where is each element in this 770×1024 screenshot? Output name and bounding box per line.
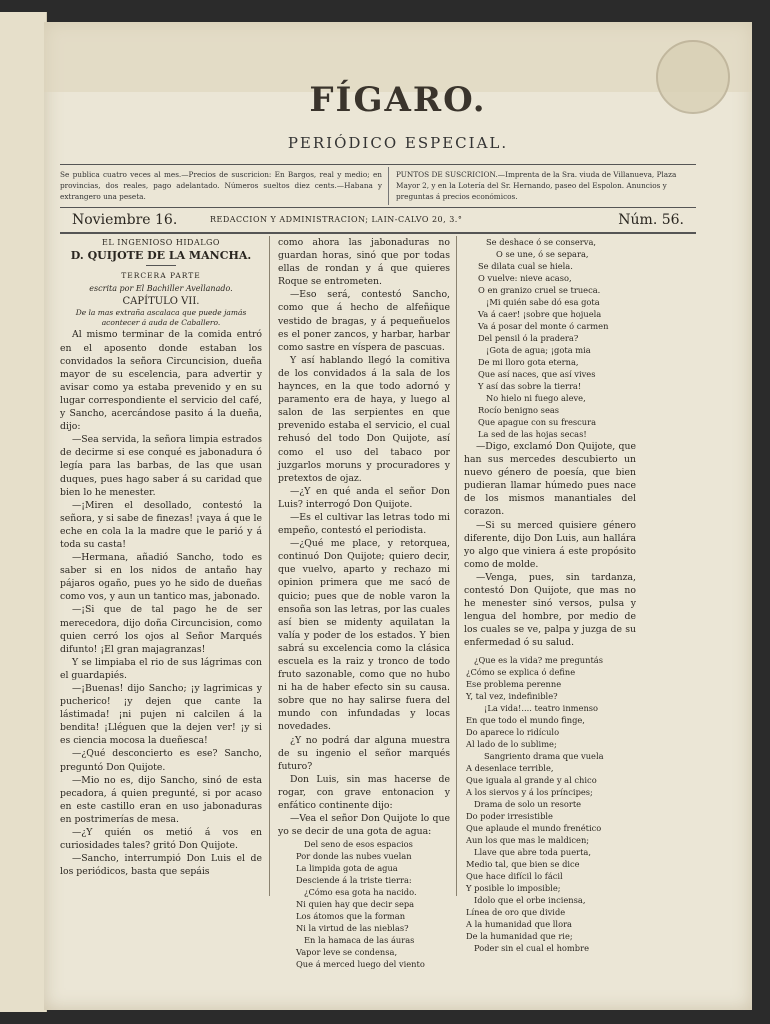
verse-line: Llave que abre toda puerta, [474,846,591,857]
paragraph: —Digo, exclamó Don Quijote, que han sus mercedes descubierto un nuevo género de poesía, que bien pudieran llamar húmedo pues nace de los mismos manantiales del corazon. [464,441,636,518]
paragraph: —Mio no es, dijo Sancho, sinó de esta pecadora, á quien pregunté, si por acaso en este castillo eran en uso jabonaduras en postrimerías de mesa. [60,774,262,825]
verse-line: O vuelve: nieve acaso, [478,273,572,283]
paragraph: —¿Y en qué anda el señor Don Luis? interrogó Don Quijote. [278,485,450,510]
verse-line: Rocío benigno seas [478,405,560,415]
story-title: D. QUIJOTE DE LA MANCHA. [70,249,252,263]
paragraph: —Si su merced quisiere género diferente, dijo Don Luis, aun hallára yo algo que viniera á este propósito como de molde. [464,519,636,570]
newspaper-page [44,22,752,1010]
verse-line: Ese problema perenne [466,678,562,689]
dateline [60,210,696,234]
poem-gota-continued [464,236,636,440]
verse-line: Aun los que mas le maldicen; [466,834,590,845]
poem-gota-de-agua [278,838,450,970]
verse-line: Idolo que el orbe inciensa, [474,894,586,905]
verse-line: ¡Gota de agua; ¡gota mia [486,345,591,355]
verse-line: La limpida gota de agua [296,863,398,874]
verse-line: Vapor leve se condensa, [296,947,398,958]
issue-date: Noviembre 16. [72,212,178,228]
editorial-address: REDACCION Y ADMINISTRACION; LAIN-CALVO 20, 3.° [210,215,463,224]
paragraph: —Es el cultivar las letras todo mi empeño, contestó el periodista. [278,511,450,537]
paragraph: Y se limpiaba el rio de sus lágrimas con el guardapiés. [60,656,262,681]
verse-line: Do poder irresistible [466,810,553,821]
verse-line: Que apague con su frescura [478,417,597,427]
verse-line: Que hace difícil lo fácil [466,870,563,881]
verse-line: Los átomos que la forman [296,911,406,922]
verse-line: Ni la virtud de las nieblas? [296,923,409,934]
verse-line: Ni quien hay que decir sepa [296,899,415,910]
subscription-prices: Se publica cuatro veces al mes.—Precios de suscricion: En Bargos, real y medio; en provincias, dos reales, pago adelantado. Números sueltos diez cents.—Habana y extrangero una peseta. [60,170,382,201]
issue-number: Núm. 56. [618,212,684,228]
chapter-heading: CAPÍTULO VII. [122,296,200,308]
verse-line: La sed de las hojas secas! [478,429,587,439]
paragraph: —Hermana, añadió Sancho, todo es saber si en los nidos de antaño hay pájaros ogaño, pues yo he sido de dueñas como vos, y aun un tantico mas, jabonado. [60,552,262,603]
verse-line: A desenlace terrible, [466,762,554,773]
verse-line: ¿Que es la vida? me preguntás [474,654,604,665]
verse-line: De la humanidad que rie; [466,930,573,941]
paragraph: —¿Y quién os metió á vos en curiosidades tales? gritó Don Quijote. [60,827,262,852]
subscription-info [60,164,696,208]
paragraph: —¿Qué desconcierto es ese? Sancho, preguntó Don Quijote. [60,748,262,773]
verse-line: Del seno de esos espacios [304,839,413,850]
verse-line: Do aparece lo ridículo [466,726,560,737]
verse-line: Drama de solo un resorte [474,798,582,809]
verse-line: Se deshace ó se conserva, [486,237,597,247]
newspaper-title: FÍGARO. [309,80,487,120]
paragraph: —Eso será, contestó Sancho, como que á hecho de alfeñique vestido de bragas, y á pequeñuelos es el poner zancos, y harbar, harbar como sastre en víspera de pascuas. [278,289,450,353]
verse-line: ¡Mi quién sabe dó esa gota [486,297,600,307]
verse-line: ¿Cómo esa gota ha nacido. [304,887,417,898]
verse-line: Que iguala al grande y al chico [466,774,597,785]
verse-line: Por donde las nubes vuelan [296,851,412,862]
newspaper-subtitle: PERIÓDICO ESPECIAL. [287,134,509,152]
verse-line: Se dilata cual se hiela. [478,261,573,271]
story-byline: escrita por El Bachiller Avellanado. [89,284,233,294]
verse-line: Que así naces, que así vives [478,369,596,379]
paragraph: —¿Qué me place, y retorquea, continuó Don Quijote; quiero decir, que vuelvo, aparto y rechazo mi opinion primera que me sacó de quicio; pues que de noble varon la ensoña son las letras, por las cuales así bien se midenty aquilatan la valía y poder de los estados. Y bien sabrá su excelencia como la clásica escuela es la raiz y tronco de todo fruto sazonable, como que no hubo ni ha de haber efecto sin su causa. sobre que no hay salirse fuera del mundo con infundadas y locas novedades. [278,538,450,733]
verse-line: Al lado de lo sublime; [466,738,557,749]
verse-line: No hielo ni fuego aleve, [486,393,586,403]
verse-line: Y así das sobre la tierra! [478,381,582,391]
paragraph: —¡Miren el desollado, contestó la señora, y si sabe de finezas! ¡vaya á que le eche en cola la la madre que le parió y á toda su casta! [60,499,262,550]
verse-line: En la hamaca de las áuras [304,935,415,946]
paragraph: como ahora las jabonaduras no guardan horas, sinó que por todas ellas de rondan y á que quieres Roque se entrometen. [278,237,450,288]
verse-line: Que aplaude el mundo frenético [466,822,602,833]
paragraph: —Vea el señor Don Quijote lo que yo se decir de una gota de agua: [278,813,450,838]
verse-line: Va á posar del monte ó carmen [478,321,609,331]
poem-la-vida [464,654,636,954]
previous-page-edge [0,12,47,1012]
column-rule [456,236,457,896]
paragraph: —Sea servida, la señora limpia estrados de decirme si ese conqué es jabonadura ó legía para las barbas, de las que usan duques, pues hago saber á su caridad que bien lo he menester. [60,434,262,498]
chapter-epigraph: De la mas extraña ascalaca que puede jamás acontecer á auda de Caballero. [75,308,247,328]
paragraph: ¿Y no podrá dar alguna muestra de su ingenio el señor marqués futuro? [278,734,450,772]
column-rule [269,236,270,896]
column-1 [60,236,262,906]
verse-line: Línea de oro que divide [466,906,566,917]
verse-line: ¿Cómo se explica ó define [466,666,576,677]
verse-line: Medio tal, que bien se dice [466,858,580,869]
verse-line: ¡La vida!.... teatro inmenso [484,702,599,713]
paragraph: —Sancho, interrumpió Don Luis el de los periódicos, basta que sepáis [60,853,262,878]
column-3 [464,236,636,953]
verse-line: O en granizo cruel se trueca. [478,285,601,295]
verse-line: En que todo el mundo finge, [466,714,585,725]
info-divider [388,167,389,205]
verse-line: O se une, ó se separa, [496,249,589,259]
column-2 [278,236,450,970]
verse-line: Va á caer! ¡sobre que hojuela [478,309,602,319]
paragraph: —Venga, pues, sin tardanza, contestó Don Quijote, que mas no he menester sinó versos, pulsa y lengua del hombre, por medio de los cuales se ve, palpa y juzga de su enfermedad ó su salud. [464,571,636,649]
paragraph: —¡Buenas! dijo Sancho; ¡y lagrimicas y pucherico! ¡y dejen que cante la lástimada! ¡ni pujen ni calcilen á la bendita! ¡Lléguen que la dejen ver! ¡y si es ciencia mocosa la dueñesca! [60,683,262,747]
title-rule [146,265,176,266]
story-kicker: EL INGENIOSO HIDALGO [102,238,220,247]
verse-line: Del pensil ó la pradera? [478,333,579,343]
story-part: TERCERA PARTE [121,271,201,281]
paragraph: Don Luis, sin mas hacerse de rogar, con grave entonacion y enfático continente dijo: [278,773,450,812]
paragraph: Y así hablando llegó la comitiva de los convidados á la sala de los haynces, en la que todo adornó y paramento era de haya, y luego al salon de las serpientes en que prevenido estaba el servicio, el cual rehusó del todo Don Quijote, así como el uso del tabaco por juzgarlos moruns y procuradores y pretextos de ojaz. [278,354,450,484]
verse-line: A la humanidad que llora [466,918,572,929]
paragraph: Al mismo terminar de la comida entró en el aposento donde estaban los convidados la señora Circuncision, dueña mayor de su escelencia, para advertir y avisar como ya estaba prevenido y en su lugar correspondiente el servicio del café, y Sancho, acercándose pasito á la dueña, dijo: [60,329,262,433]
verse-line: Sangriento drama que vuela [484,750,604,761]
subscription-points: PUNTOS DE SUSCRICION.—Imprenta de la Sra. viuda de Villanueva, Plaza Mayor 2, y en la Lotería del Sr. Hernando, paseo del Espolon. Anuncios y preguntas á precios económicos. [396,170,677,201]
verse-line: Desciende á la triste tierra: [296,875,412,886]
paragraph: —¡Si que de tal pago he de ser merecedora, dijo doña Circuncision, como quien cerró los ojos al Señor Marqués difunto! ¡El gran majagranzas! [60,604,262,655]
verse-line: Y posible lo imposible; [466,882,561,893]
verse-line: A los siervos y á los príncipes; [466,786,593,797]
verse-line: De mi lloro gota eterna, [478,357,579,367]
verse-line: Y, tal vez, indefinible? [466,690,558,701]
verse-line: Que á merced luego del viento [296,959,425,970]
verse-line: Poder sin el cual el hombre [474,942,589,953]
